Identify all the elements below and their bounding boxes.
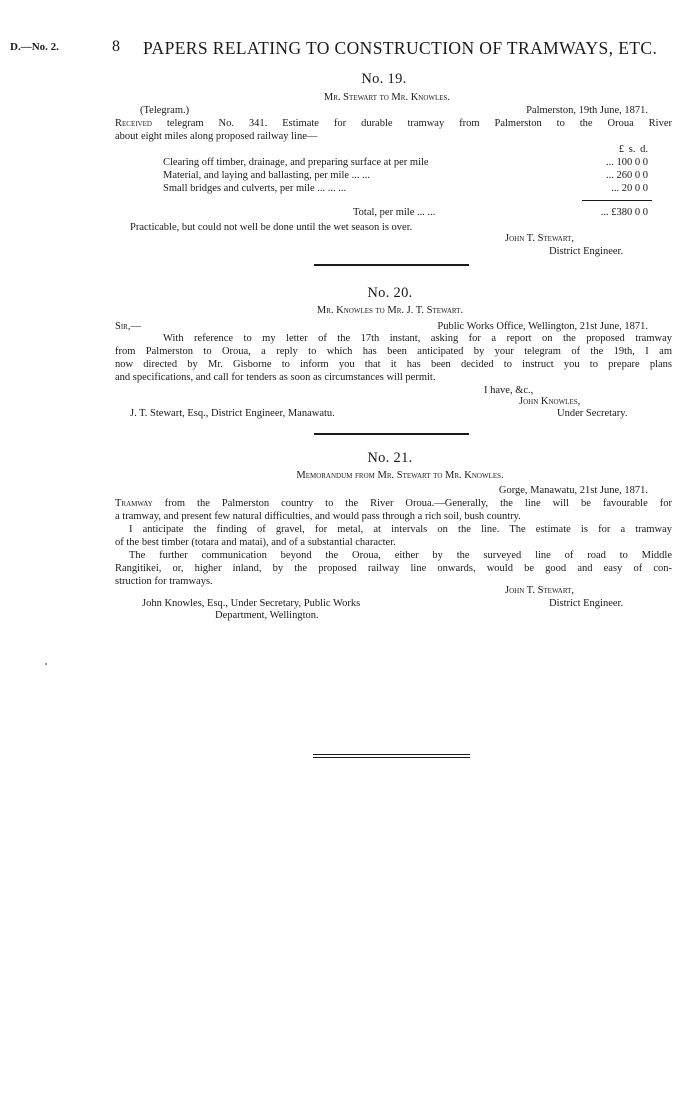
section-21-body-line-2: a tramway, and present few natural difficulties, and would pass through a rich soil, bush country. xyxy=(115,511,521,522)
page-title: PAPERS RELATING TO CONSTRUCTION OF TRAMWAYS, ETC. xyxy=(143,38,658,58)
section-21-addressee-line-1: John Knowles, Esq., Under Secretary, Public Works xyxy=(142,598,361,609)
section-20-signatory: John Knowles, xyxy=(519,396,581,407)
telegram-label: (Telegram.) xyxy=(140,105,190,116)
section-20-from-to: Mr. Knowles to Mr. J. T. Stewart. xyxy=(316,305,464,316)
section-21-body-line-5: The further communication beyond the Oroua, either by the surveyed line of road to Middle xyxy=(129,550,672,561)
memorandum-label: Memorandum xyxy=(296,470,353,481)
section-21-signatory: John T. Stewart, xyxy=(505,585,574,596)
section-20-body-line-2: from Palmerston to Oroua, a reply to which has been anticipated by your telegram of the 19th, I am xyxy=(115,346,672,357)
section-21-body xyxy=(115,497,672,588)
section-19-signatory-title: District Engineer. xyxy=(549,246,624,257)
section-21-signatory-title: District Engineer. xyxy=(549,598,624,609)
section-19-remark: Practicable, but could not well be done until the wet season is over. xyxy=(130,222,413,233)
section-21-place-date: Gorge, Manawatu, 21st June, 1871. xyxy=(498,485,648,496)
section-divider-2 xyxy=(314,433,469,435)
tramway-lead: Tramway xyxy=(115,498,153,509)
document-number: D.—No. 2. xyxy=(10,41,59,53)
section-21-body-line-6: Rangitikei, or, higher inland, by the proposed railway line onwards, would be good and easy of con- xyxy=(115,563,672,574)
salutation: Sir,— xyxy=(115,321,141,332)
section-21-from-to xyxy=(0,469,700,482)
section-21-addressee-line-2: Department, Wellington. xyxy=(215,610,319,621)
section-20-body-line-1: With reference to my letter of the 17th instant, asking for a report on the proposed tramway xyxy=(163,333,672,344)
estimate-item-1-label: Clearing off timber, drainage, and preparing surface at per mile xyxy=(163,157,429,168)
section-heading-20: No. 20. xyxy=(367,285,413,301)
estimate-item-3-amount: ... 20 0 0 xyxy=(611,183,648,194)
total-amount: ... £380 0 0 xyxy=(600,207,648,218)
section-20-body xyxy=(115,332,672,384)
end-rule-top xyxy=(313,754,470,755)
section-21-body-line-1: from the Palmerston country to the River Oroua.—Generally, the line will be favourable for xyxy=(152,498,672,509)
section-19-place-date: Palmerston, 19th June, 1871. xyxy=(526,105,648,116)
end-rule-bottom xyxy=(313,757,470,758)
total-rule xyxy=(582,200,652,201)
section-20-place-date: Public Works Office, Wellington, 21st June, 1871. xyxy=(437,321,648,332)
section-divider-1 xyxy=(314,264,469,266)
section-19-body-line-1: telegram No. 341. Estimate for durable tramway from Palmerston to the Oroua River xyxy=(151,118,672,129)
section-21-from-to-rest: from Mr. Stewart to Mr. Knowles. xyxy=(352,470,504,481)
section-19-body-line-2: about eight miles along proposed railway line— xyxy=(115,131,318,142)
section-19-from-to: Mr. Stewart to Mr. Knowles. xyxy=(323,92,451,103)
currency-header: £ s. d. xyxy=(618,144,648,155)
estimate-item-2-amount: ... 260 0 0 xyxy=(606,170,648,181)
section-20-signatory-title: Under Secretary. xyxy=(557,408,628,419)
scan-speck xyxy=(45,663,47,665)
received-lead: Received xyxy=(115,118,152,129)
section-20-addressee: J. T. Stewart, Esq., District Engineer, Manawatu. xyxy=(130,408,335,419)
section-heading-21: No. 21. xyxy=(367,450,413,466)
estimate-item-1-amount: ... 100 0 0 xyxy=(606,157,648,168)
section-21-body-line-7: struction for tramways. xyxy=(115,576,213,587)
estimate-item-3-label: Small bridges and culverts, per mile ... ... ... xyxy=(163,183,347,194)
page-number: 8 xyxy=(112,38,120,55)
section-20-closing: I have, &c., xyxy=(484,385,534,396)
section-19-signatory: John T. Stewart, xyxy=(505,233,574,244)
section-19-body xyxy=(115,117,672,143)
section-20-body-line-4: and specifications, and call for tenders as soon as circumstances will permit. xyxy=(115,372,436,383)
total-label: Total, per mile ... ... xyxy=(353,207,436,218)
section-21-body-line-4: of the best timber (totara and matai), and of a substantial character. xyxy=(115,537,396,548)
section-21-body-line-3: I anticipate the finding of gravel, for metal, at intervals on the line. The estimate is for a tramway xyxy=(129,524,672,535)
section-20-body-line-3: now directed by Mr. Gisborne to inform you that it has been decided to instruct you to prepare plans xyxy=(115,359,672,370)
section-heading-19: No. 19. xyxy=(361,71,407,87)
estimate-item-2-label: Material, and laying and ballasting, per mile ... ... xyxy=(163,170,371,181)
